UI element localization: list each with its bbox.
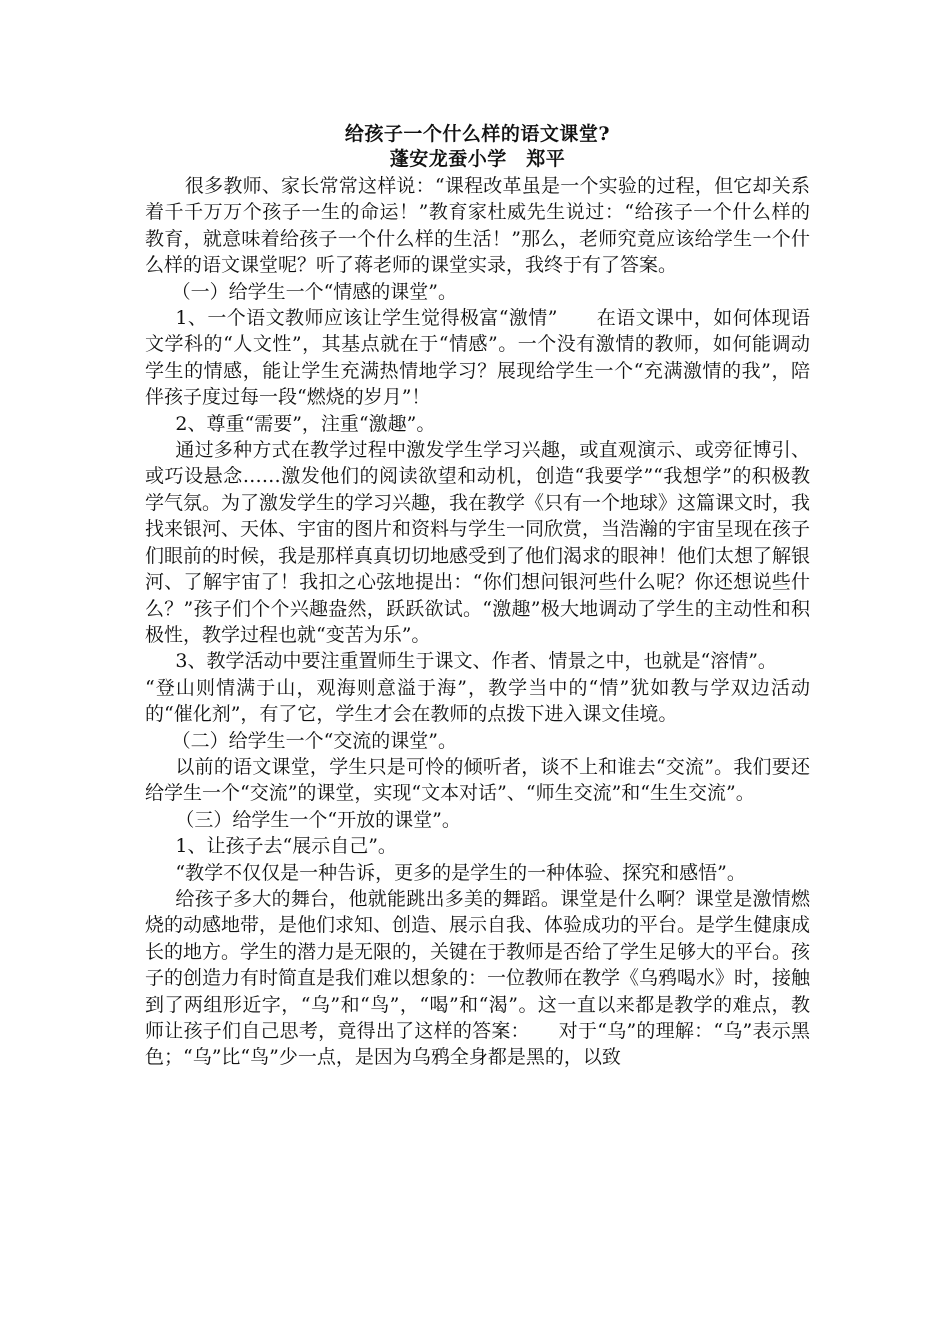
paragraph-communication: 以前的语文课堂，学生只是可怜的倾听者，谈不上和谁去“交流”。我们要还给学生一个“交流”的课堂，实现“文本对话”、“师生交流”和“生生交流”。 [145,755,810,805]
intro-paragraph: 很多教师、家长常常这样说：“课程改革虽是一个实验的过程，但它却关系着千千万万个孩子一生的命运！”教育家杜威先生说过：“给孩子一个什么样的教育，就意味着给孩子一个什么样的生活！”那么，老师究竟应该给学生一个什么样的语文课堂呢？听了蒋老师的课堂实录，我终于有了答案。 [145,175,810,277]
author-line: 蓬安龙蚕小学 郑平 [389,148,566,170]
section-heading-3: （三）给学生一个“开放的课堂”。 [175,808,461,831]
subheading-emotion: 3、教学活动中要注重置师生于课文、作者、情景之中，也就是“溶情”。 [175,650,777,673]
subheading-show-yourself: 1、让孩子去“展示自己”。 [175,835,397,858]
section-heading-2: （二）给学生一个“交流的课堂”。 [171,729,458,752]
paragraph-emotion: “登山则情满于山，观海则意溢于海”，教学当中的“情”犹如教与学双边活动的“催化剂”，有了它，学生才会在教师的点拨下进入课文佳境。 [145,676,810,726]
subheading-interest: 2、尊重“需要”，注重“激趣”。 [175,412,436,435]
section-heading-1: （一）给学生一个“情感的课堂”。 [171,280,458,303]
paragraph-interest: 通过多种方式在教学过程中激发学生学习兴趣，或直观演示、或旁征博引、或巧设悬念……激发他们的阅读欲望和动机，创造“我要学”“我想学”的积极教学气氛。为了激发学生的学习兴趣，我在教学《只有一个地球》这篇课文时，我找来银河、天体、宇宙的图片和资料与学生一同欣赏，当浩瀚的宇宙呈现在孩子们眼前的时候，我是那样真真切切地感受到了他们渴求的眼神！他们太想了解银河、了解宇宙了！我扣之心弦地提出：“你们想问银河些什么呢？你还想说些什么？”孩子们个个兴趣盎然，跃跃欲试。“激趣”极大地调动了学生的主动性和积极性，教学过程也就“变苦为乐”。 [145,439,811,646]
document-title: 给孩子一个什么样的语文课堂? [344,123,611,145]
quote-teaching: “教学不仅仅是一种告诉，更多的是学生的一种体验、探究和感悟”。 [175,861,746,884]
paragraph-stage: 给孩子多大的舞台，他就能跳出多美的舞蹈。课堂是什么啊？课堂是激情燃烧的动感地带，是他们求知、创造、展示自我、体验成功的平台。是学生健康成长的地方。学生的潜力是无限的，关键在于教师是否给了学生足够大的平台。孩子的创造力有时简直是我们难以想象的：一位教师在教学《乌鸦喝水》时，接触到了两组形近字，“乌”和“鸟”，“喝”和“渴”。这一直以来都是教学的难点，教师让孩子们自己思考，竟得出了这样的答案： 对于“乌”的理解：“乌”表示黑色；“乌”比“鸟”少一点，是因为乌鸦全身都是黑的，以致 [145,887,811,1069]
document-body [145,122,810,1071]
paragraph-passion: 1、一个语文教师应该让学生觉得极富“激情” 在语文课中，如何体现语文学科的“人文性”，其基点就在于“情感”。一个没有激情的教师，如何能调动学生的情感，能让学生充满热情地学习？展现给学生一个“充满激情的我”，陪伴孩子度过每一段“燃烧的岁月”！ [145,307,810,409]
